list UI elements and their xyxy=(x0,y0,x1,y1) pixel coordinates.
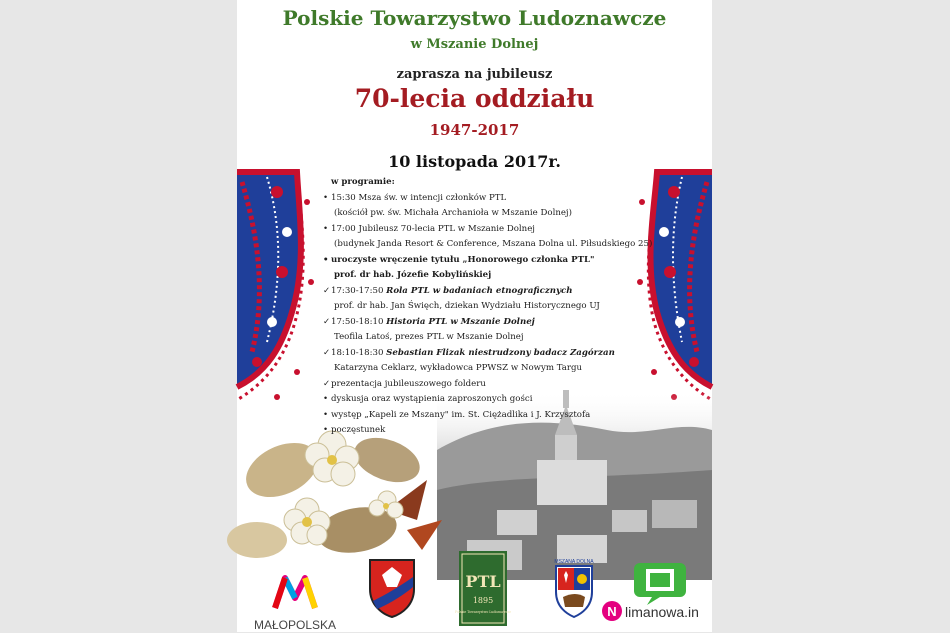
limanowa-in-logo xyxy=(602,559,710,629)
program-list xyxy=(323,175,653,439)
ptl-caption: Polskie Towarzystwo Ludoznawcze xyxy=(454,610,512,614)
program-row: (kościół pw. św. Michała Archanioła w Mszanie Dolnej) xyxy=(334,208,572,218)
program-row: ✓ 17:30-17:50 Rola PTL w badaniach etnograficznych xyxy=(323,285,573,296)
ptl-mark: PTL xyxy=(465,572,501,591)
program-row: prof. dr hab. Jan Święch, dziekan Wydziału Historycznego UJ xyxy=(334,301,600,311)
limanowa-n-mark: N xyxy=(607,604,617,619)
malopolska-logo xyxy=(245,563,345,633)
program-row: • 17:00 Jubileusz 70-lecia PTL w Mszanie Dolnej xyxy=(323,223,535,234)
program-row: ✓ prezentacja jubileuszowego folderu xyxy=(323,378,486,389)
program-row: Teofila Latoś, prezes PTL w Mszanie Dolnej xyxy=(334,332,524,342)
poster xyxy=(237,0,712,632)
program-row: prof. dr hab. Józefie Kobylińskiej xyxy=(334,270,492,280)
program-row: • dyskusja oraz wystąpienia zaproszonych gości xyxy=(323,394,533,404)
ptl-year: 1895 xyxy=(472,596,494,605)
jubilee-years: 1947-2017 xyxy=(429,121,520,139)
jubilee-title: 70-lecia oddziału xyxy=(354,84,595,113)
program-row: • 15:30 Msza św. w intencji członków PTL xyxy=(323,192,507,203)
organization-title: Polskie Towarzystwo Ludoznawcze xyxy=(282,6,667,30)
mszana-dolna-coat-of-arms xyxy=(553,557,595,619)
program-row: ✓ 17:50-18:10 Historia PTL w Mszanie Dolnej xyxy=(323,316,535,327)
logo-strip xyxy=(237,545,712,632)
program-row: • występ „Kapeli ze Mszany" im. St. Ciężadlika i J. Krzysztofa xyxy=(323,409,591,420)
event-date: 10 listopada 2017r. xyxy=(388,152,561,171)
organization-location: w Mszanie Dolnej xyxy=(410,37,539,52)
program-row: (budynek Janda Resort & Conference, Mszana Dolna ul. Piłsudskiego 25) xyxy=(334,239,653,249)
program-row: ✓ 18:10-18:30 Sebastian Flizak niestrudzony badacz Zagórzan xyxy=(323,347,615,358)
invitation-text: zaprasza na jubileusz xyxy=(396,67,553,82)
program-row: Katarzyna Ceklarz, wykładowca PPWSZ w Nowym Targu xyxy=(334,363,583,373)
limanowa-label: limanowa.in xyxy=(625,604,699,620)
coat-of-arms-red-blue xyxy=(367,557,417,619)
program-row: • uroczyste wręczenie tytułu „Honorowego członka PTL" xyxy=(323,254,595,265)
program-heading: w programie: xyxy=(331,177,395,187)
program-row: • poczęstunek xyxy=(323,425,386,435)
ptl-logo xyxy=(454,551,512,626)
malopolska-label: MAŁOPOLSKA xyxy=(253,618,337,632)
mszana-dolna-label: MSZANA DOLNA xyxy=(554,559,594,565)
left-embroidery-ornament xyxy=(237,172,322,412)
